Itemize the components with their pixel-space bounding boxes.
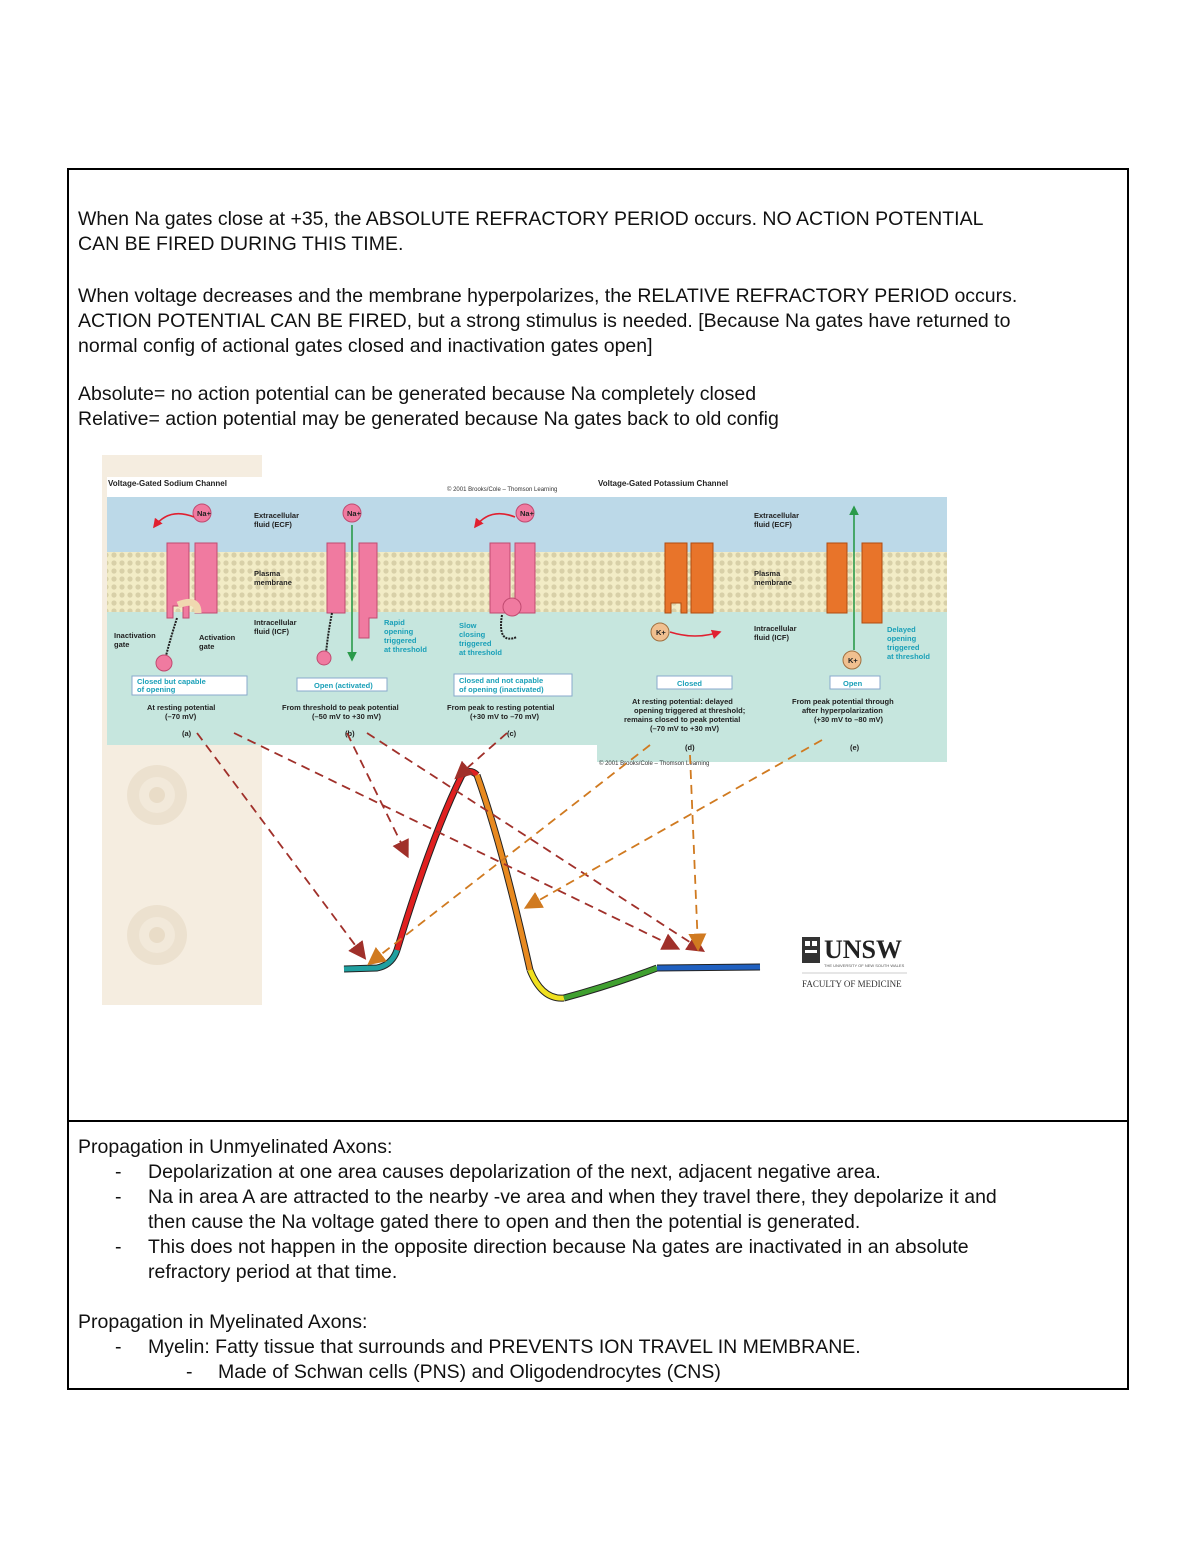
svg-text:of opening (inactivated): of opening (inactivated)	[459, 685, 544, 694]
svg-text:Extracellular: Extracellular	[254, 511, 300, 520]
svg-text:fluid (ICF): fluid (ICF)	[754, 633, 789, 642]
svg-text:membrane: membrane	[254, 578, 292, 587]
svg-text:Rapid: Rapid	[384, 618, 405, 627]
svg-text:Closed and not capable: Closed and not capable	[459, 676, 544, 685]
ion-channel-figure	[102, 455, 962, 1005]
svg-text:Intracellular: Intracellular	[754, 624, 797, 633]
svg-text:at threshold: at threshold	[887, 652, 930, 661]
svg-text:(d): (d)	[685, 743, 695, 752]
svg-text:UNSW: UNSW	[824, 935, 903, 964]
svg-text:(–70 mV to +30 mV): (–70 mV to +30 mV)	[650, 724, 719, 733]
copyright-bottom: © 2001 Brooks/Cole – Thomson Learning	[599, 761, 710, 767]
svg-text:Activation: Activation	[199, 633, 236, 642]
svg-text:(+30 mV to –80 mV): (+30 mV to –80 mV)	[814, 715, 883, 724]
absolute-refractory-text-cont: CAN BE FIRED DURING THIS TIME.	[78, 233, 404, 255]
myelinated-heading: Propagation in Myelinated Axons:	[78, 1311, 368, 1333]
svg-text:triggered: triggered	[384, 636, 417, 645]
absolute-refractory-text: When Na gates close at +35, the ABSOLUTE REFRACTORY PERIOD occurs. NO ACTION POTENTIAL	[78, 208, 984, 230]
svg-text:triggered: triggered	[459, 639, 492, 648]
svg-text:At resting potential: delayed: At resting potential: delayed	[632, 697, 733, 706]
svg-text:FACULTY OF MEDICINE: FACULTY OF MEDICINE	[802, 979, 902, 989]
dashed-arrows	[197, 733, 822, 963]
svg-text:THE UNIVERSITY OF NEW SOUTH WA: THE UNIVERSITY OF NEW SOUTH WALES	[824, 963, 905, 968]
relative-refractory-text-cont: ACTION POTENTIAL CAN BE FIRED, but a strong stimulus is needed. [Because Na gates have returned to	[78, 310, 1011, 332]
dash-bullet: -	[115, 1161, 122, 1183]
svg-text:fluid (ECF): fluid (ECF)	[254, 520, 292, 529]
unsw-logo	[802, 935, 907, 989]
svg-text:From peak to resting potential: From peak to resting potential	[447, 703, 555, 712]
svg-text:(e): (e)	[850, 743, 860, 752]
unmyelinated-point-2-cont: then cause the Na voltage gated there to open and then the potential is generated.	[148, 1211, 861, 1233]
svg-text:Delayed: Delayed	[887, 625, 916, 634]
svg-text:fluid (ECF): fluid (ECF)	[754, 520, 792, 529]
svg-text:K+: K+	[848, 656, 858, 665]
svg-text:Extracellular: Extracellular	[754, 511, 800, 520]
svg-text:gate: gate	[114, 640, 130, 649]
svg-text:after hyperpolarization: after hyperpolarization	[802, 706, 883, 715]
relative-definition: Relative= action potential may be generated because Na gates back to old config	[78, 408, 779, 430]
svg-text:(b): (b)	[345, 729, 355, 738]
relative-refractory-text-cont2: normal config of actional gates closed and inactivation gates open]	[78, 335, 653, 357]
svg-text:Closed: Closed	[677, 679, 703, 688]
svg-text:At resting potential: At resting potential	[147, 703, 216, 712]
svg-text:Na+: Na+	[520, 509, 534, 518]
svg-text:Slow: Slow	[459, 621, 477, 630]
svg-text:opening triggered at threshold: opening triggered at threshold;	[634, 706, 746, 715]
svg-text:Open: Open	[843, 679, 863, 688]
sodium-title: Voltage-Gated Sodium Channel	[108, 479, 227, 488]
absolute-definition: Absolute= no action potential can be generated because Na completely closed	[78, 383, 757, 405]
svg-text:of opening: of opening	[137, 685, 176, 694]
svg-text:(–70 mV): (–70 mV)	[165, 712, 197, 721]
svg-text:Plasma: Plasma	[754, 569, 781, 578]
svg-text:Open (activated): Open (activated)	[314, 681, 373, 690]
svg-text:(a): (a)	[182, 729, 192, 738]
unmyelinated-point-2: Na in area A are attracted to the nearby -ve area and when they travel there, they depolarize it and	[148, 1186, 997, 1208]
dash-bullet: -	[115, 1186, 122, 1208]
unmyelinated-point-3-cont: refractory period at that time.	[148, 1261, 398, 1283]
copyright-top: © 2001 Brooks/Cole – Thomson Learning	[447, 487, 558, 493]
svg-text:Plasma: Plasma	[254, 569, 281, 578]
unmyelinated-point-3: This does not happen in the opposite direction because Na gates are inactivated in an absolute	[148, 1236, 969, 1258]
dash-bullet: -	[115, 1336, 122, 1358]
svg-text:membrane: membrane	[754, 578, 792, 587]
svg-text:at threshold: at threshold	[459, 648, 502, 657]
svg-text:opening: opening	[384, 627, 414, 636]
table-divider	[67, 1120, 1129, 1122]
svg-text:Na+: Na+	[347, 509, 361, 518]
svg-text:Na+: Na+	[197, 509, 211, 518]
svg-text:at threshold: at threshold	[384, 645, 427, 654]
svg-text:K+: K+	[656, 628, 666, 637]
unmyelinated-heading: Propagation in Unmyelinated Axons:	[78, 1136, 393, 1158]
svg-text:From peak potential through: From peak potential through	[792, 697, 894, 706]
svg-text:opening: opening	[887, 634, 917, 643]
svg-text:remains closed to peak potenti: remains closed to peak potential	[624, 715, 741, 724]
svg-text:fluid (ICF): fluid (ICF)	[254, 627, 289, 636]
dash-bullet: -	[115, 1236, 122, 1258]
svg-text:(c): (c)	[507, 729, 517, 738]
myelinated-subpoint-1: Made of Schwan cells (PNS) and Oligodendrocytes (CNS)	[218, 1361, 721, 1383]
potassium-title: Voltage-Gated Potassium Channel	[598, 479, 729, 488]
svg-text:(–50 mV to +30 mV): (–50 mV to +30 mV)	[312, 712, 381, 721]
svg-text:(+30 mV to –70 mV): (+30 mV to –70 mV)	[470, 712, 539, 721]
svg-text:Intracellular: Intracellular	[254, 618, 297, 627]
dash-bullet: -	[186, 1361, 193, 1383]
svg-text:Closed but capable: Closed but capable	[137, 677, 206, 686]
svg-text:closing: closing	[459, 630, 486, 639]
unmyelinated-point-1: Depolarization at one area causes depolarization of the next, adjacent negative area.	[148, 1161, 881, 1183]
svg-text:triggered: triggered	[887, 643, 920, 652]
svg-text:From threshold to peak potenti: From threshold to peak potential	[282, 703, 399, 712]
myelinated-point-1: Myelin: Fatty tissue that surrounds and PREVENTS ION TRAVEL IN MEMBRANE.	[148, 1336, 861, 1358]
action-potential-curve	[344, 772, 760, 999]
relative-refractory-text: When voltage decreases and the membrane hyperpolarizes, the RELATIVE REFRACTORY PERIOD occurs.	[78, 285, 1018, 307]
svg-text:Inactivation: Inactivation	[114, 631, 156, 640]
svg-text:gate: gate	[199, 642, 215, 651]
